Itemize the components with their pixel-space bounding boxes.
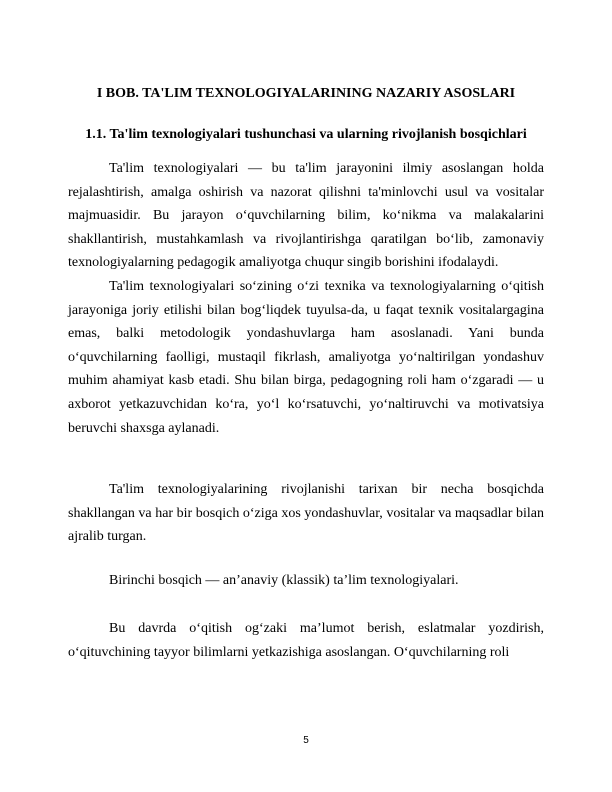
page-number: 5 — [303, 735, 309, 746]
chapter-title: I BOB. TA'LIM TEXNOLOGIYALARINING NAZARIY ASOSLARI — [96, 86, 516, 101]
paragraph-first-stage: Birinchi bosqich — an’anaviy (klassik) ta’lim texnologiyalari. — [109, 573, 459, 588]
paragraph-history: Ta'lim texnologiyalarining rivojlanishi tarixan bir necha bosqichda shakllangan va har bir bosqich o‘ziga xos yondashuvlar, vositalar va maqsadlar bilan ajralib turgan. — [68, 482, 544, 545]
section-title: 1.1. Ta'lim texnologiyalari tushunchasi va ularning rivojlanish bosqichlari — [85, 127, 527, 142]
paragraph-first-stage-description: Bu davrda o‘qitish og‘zaki ma’lumot berish, eslatmalar yozdirish, o‘qituvchining tayyor bilimlarni yetkazishiga asoslangan. O‘quvchilarning roli — [68, 621, 544, 660]
paragraph-methodology: Ta'lim texnologiyalari so‘zining o‘zi texnika va texnologiyalarning o‘qitish jarayoniga joriy etilishi bilan bog‘liqdek tuyulsa-da, u faqat texnik vositalargagina emas, balki metodologik yondashuvlarga ham asoslanadi. Yani bunda o‘quvchilarning faolligi, mustaqil fikrlash, amaliyotga yo‘naltirilgan yondashuv muhim ahamiyat kasb etadi. Shu bilan birga, pedagogning roli ham o‘zgaradi — u axborot yetkazuvchidan ko‘ra, yo‘l ko‘rsatuvchi, yo‘naltiruvchi va motivatsiya beruvchi shaxsga aylanadi. — [68, 279, 544, 436]
paragraph-definition: Ta'lim texnologiyalari — bu ta'lim jarayonini ilmiy asoslangan holda rejalashtirish, amalga oshirish va nazorat qilishni ta'minlovchi usul va vositalar majmuasidir. Bu jarayon o‘quvchilarning bilim, ko‘nikma va malakalarini shakllantirish, mustahkamlash va rivojlantirishga qaratilgan bo‘lib, zamonaviy texnologiyalarning pedagogik amaliyotga chuqur singib borishini ifodalaydi. — [68, 161, 544, 271]
